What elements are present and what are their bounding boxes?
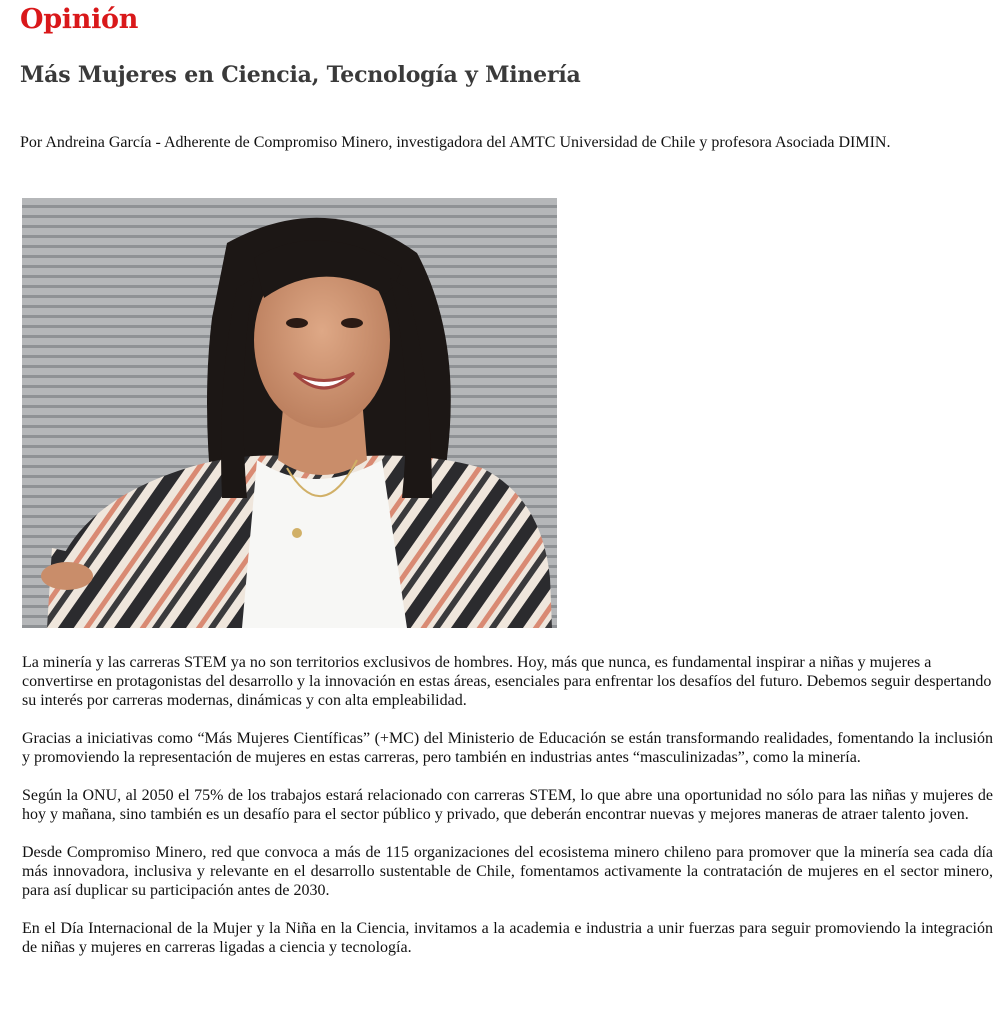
portrait-photo (22, 198, 557, 628)
paragraph-1: La minería y las carreras STEM ya no son territorios exclusivos de hombres. Hoy, más que nunca, es fundamental inspirar a niñas y mujeres a convertirse en protagonistas del desarrollo y la innovación en estas áreas, esenciales para enfrentar los desafíos del futuro. Debemos seguir despertando su interés por carreras modernas, dinámicas y con alta empleabilidad. (22, 654, 992, 709)
section-label: Opinión (20, 4, 139, 35)
article-body (22, 653, 993, 976)
article-title: Más Mujeres en Ciencia, Tecnología y Minería (20, 62, 581, 88)
paragraph-5: En el Día Internacional de la Mujer y la Niña en la Ciencia, invitamos a la academia e industria a unir fuerzas para seguir promoviendo la integración de niñas y mujeres en carreras ligadas a ciencia y tecnología. (22, 920, 993, 956)
byline: Por Andreina García - Adherente de Compromiso Minero, investigadora del AMTC Universidad de Chile y profesora Asociada DIMIN. (20, 134, 891, 151)
paragraph-3: Según la ONU, al 2050 el 75% de los trabajos estará relacionado con carreras STEM, lo que abre una oportunidad no sólo para las niñas y mujeres de hoy y mañana, sino también es un desafío para el sector público y privado, que deberán encontrar nuevas y mejores maneras de atraer talento joven. (22, 787, 993, 823)
paragraph-2: Gracias a iniciativas como “Más Mujeres Científicas” (+MC) del Ministerio de Educación se están transformando realidades, fomentando la inclusión y promoviendo la representación de mujeres en estas carreras, pero también en industrias antes “masculinizadas”, como la minería. (22, 730, 993, 766)
paragraph-4: Desde Compromiso Minero, red que convoca a más de 115 organizaciones del ecosistema minero chileno para promover que la minería sea cada día más innovadora, inclusiva y relevante en el desarrollo sustentable de Chile, fomentamos activamente la contratación de mujeres en el sector minero, para así duplicar su participación antes de 2030. (22, 844, 993, 899)
